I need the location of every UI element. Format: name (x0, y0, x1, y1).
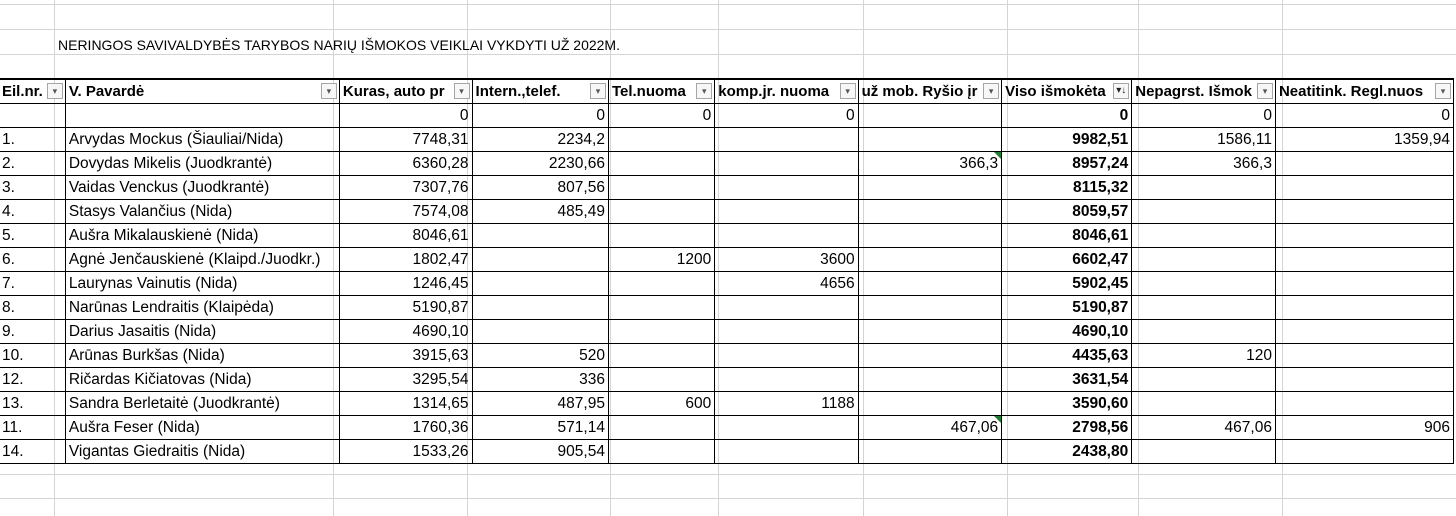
table-cell[interactable] (1132, 392, 1276, 416)
table-cell[interactable] (858, 152, 1002, 176)
table-cell[interactable] (1132, 368, 1276, 392)
table-cell[interactable] (608, 152, 714, 176)
table-cell[interactable]: 520 (472, 344, 608, 368)
column-header[interactable] (65, 79, 339, 104)
table-cell[interactable] (858, 320, 1002, 344)
table-cell[interactable] (715, 224, 858, 248)
column-header-label: Neatitink. Regl.nuos (1278, 83, 1424, 100)
table-cell[interactable] (1275, 248, 1453, 272)
table-cell[interactable] (715, 344, 858, 368)
table-cell[interactable] (715, 416, 858, 440)
table-cell[interactable] (715, 440, 858, 464)
column-header[interactable] (608, 79, 714, 104)
table-cell[interactable] (1275, 440, 1453, 464)
table-row (0, 152, 1454, 176)
column-header[interactable] (1275, 79, 1453, 104)
column-header-label: komp.jr. nuoma (718, 83, 830, 100)
table-cell[interactable]: Arūnas Burkšas (Nida) (65, 344, 339, 368)
table-cell[interactable] (715, 296, 858, 320)
table-cell[interactable]: 8059,57 (1002, 200, 1132, 224)
table-cell[interactable] (608, 272, 714, 296)
table-cell[interactable]: 0 (339, 104, 472, 128)
table-cell[interactable] (715, 368, 858, 392)
table-cell[interactable]: 1586,11 (1132, 128, 1276, 152)
table-cell[interactable] (858, 200, 1002, 224)
cell-value: 467,06 (950, 419, 999, 436)
table-cell[interactable]: 571,14 (472, 416, 608, 440)
filter-dropdown-icon[interactable]: ▾ (590, 83, 606, 99)
column-header-label: Tel.nuoma (611, 83, 686, 100)
table-cell[interactable] (715, 200, 858, 224)
table-cell[interactable] (715, 128, 858, 152)
table-cell[interactable]: 0 (472, 104, 608, 128)
table-cell[interactable]: 7. (0, 272, 65, 296)
table-cell[interactable]: 12. (0, 368, 65, 392)
filter-dropdown-icon[interactable]: ▾ (983, 83, 999, 99)
table-cell[interactable]: 485,49 (472, 200, 608, 224)
table-row (0, 368, 1454, 392)
table-cell[interactable] (608, 200, 714, 224)
table-cell[interactable] (858, 176, 1002, 200)
table-row (0, 416, 1454, 440)
table-cell[interactable]: 6. (0, 248, 65, 272)
table-cell[interactable]: 1802,47 (339, 248, 472, 272)
table-cell[interactable] (1275, 320, 1453, 344)
table-cell[interactable] (1275, 200, 1453, 224)
table-cell[interactable]: 807,56 (472, 176, 608, 200)
table-cell[interactable] (608, 416, 714, 440)
table-cell[interactable] (858, 440, 1002, 464)
table-cell[interactable]: 5. (0, 224, 65, 248)
table-cell[interactable]: 3915,63 (339, 344, 472, 368)
cell-value: 366,3 (959, 155, 999, 172)
table-cell[interactable] (1275, 344, 1453, 368)
table-cell[interactable]: Laurynas Vainutis (Nida) (65, 272, 339, 296)
column-header[interactable] (715, 79, 858, 104)
data-table (0, 78, 1454, 464)
table-cell[interactable] (858, 128, 1002, 152)
table-cell[interactable]: 4656 (715, 272, 858, 296)
table-cell[interactable] (472, 248, 608, 272)
table-cell[interactable]: 3. (0, 176, 65, 200)
table-cell[interactable]: 4690,10 (1002, 320, 1132, 344)
table-cell[interactable]: 906 (1275, 416, 1453, 440)
table-cell[interactable]: 7574,08 (339, 200, 472, 224)
table-cell[interactable] (1275, 152, 1453, 176)
column-header[interactable] (858, 79, 1002, 104)
table-cell[interactable] (472, 296, 608, 320)
table-cell[interactable]: Vaidas Venckus (Juodkrantė) (65, 176, 339, 200)
table-row (0, 176, 1454, 200)
column-header-label: Nepagrst. Išmok (1135, 83, 1252, 100)
table-cell[interactable] (65, 104, 339, 128)
table-cell[interactable] (472, 320, 608, 344)
table-cell[interactable] (715, 176, 858, 200)
table-cell[interactable]: Vigantas Giedraitis (Nida) (65, 440, 339, 464)
table-cell[interactable] (1132, 440, 1276, 464)
filter-dropdown-icon[interactable]: ▾ (1435, 83, 1451, 99)
table-cell[interactable]: 1314,65 (339, 392, 472, 416)
table-cell[interactable]: 8115,32 (1002, 176, 1132, 200)
table-cell[interactable] (608, 224, 714, 248)
table-cell[interactable]: 1. (0, 128, 65, 152)
table-cell[interactable]: 2. (0, 152, 65, 176)
table-cell[interactable]: 4435,63 (1002, 344, 1132, 368)
table-cell[interactable]: Darius Jasaitis (Nida) (65, 320, 339, 344)
table-cell[interactable] (1275, 296, 1453, 320)
table-cell[interactable] (1132, 200, 1276, 224)
table-cell[interactable]: 336 (472, 368, 608, 392)
table-cell[interactable]: 3600 (715, 248, 858, 272)
table-cell[interactable]: 9982,51 (1002, 128, 1132, 152)
table-cell[interactable]: 6602,47 (1002, 248, 1132, 272)
table-cell[interactable] (1275, 224, 1453, 248)
column-header-label: Intern.,telef. (475, 83, 561, 100)
table-cell[interactable] (1275, 176, 1453, 200)
table-cell[interactable]: 1200 (608, 248, 714, 272)
table-cell[interactable]: 2438,80 (1002, 440, 1132, 464)
column-header[interactable] (1002, 79, 1132, 104)
table-row (0, 224, 1454, 248)
table-cell[interactable]: 8046,61 (1002, 224, 1132, 248)
table-cell[interactable]: 8046,61 (339, 224, 472, 248)
table-cell[interactable]: 3590,60 (1002, 392, 1132, 416)
table-row (0, 128, 1454, 152)
table-cell[interactable]: 3631,54 (1002, 368, 1132, 392)
filter-dropdown-icon[interactable]: ▾ (321, 83, 337, 99)
sort-descending-filter-icon[interactable]: ▾↓ (1113, 83, 1129, 99)
table-cell[interactable] (1275, 392, 1453, 416)
table-cell[interactable]: 2230,66 (472, 152, 608, 176)
table-cell[interactable] (858, 248, 1002, 272)
table-cell[interactable]: 0 (1132, 104, 1276, 128)
table-cell[interactable]: 13. (0, 392, 65, 416)
table-cell[interactable] (608, 440, 714, 464)
table-cell[interactable] (0, 104, 65, 128)
table-cell[interactable]: 7307,76 (339, 176, 472, 200)
table-cell[interactable]: 905,54 (472, 440, 608, 464)
sheet-title: NERINGOS SAVIVALDYBĖS TARYBOS NARIŲ IŠMOKOS VEIKLAI VYKDYTI UŽ 2022M. (58, 37, 620, 53)
filter-dropdown-icon[interactable]: ▾ (840, 83, 856, 99)
table-cell[interactable] (1132, 248, 1276, 272)
table-row (0, 392, 1454, 416)
table-cell[interactable] (1275, 368, 1453, 392)
table-cell[interactable]: Stasys Valančius (Nida) (65, 200, 339, 224)
column-header[interactable] (0, 79, 65, 104)
filter-dropdown-icon[interactable]: ▾ (696, 83, 712, 99)
table-row (0, 248, 1454, 272)
table-cell[interactable] (1132, 176, 1276, 200)
table-cell[interactable] (608, 320, 714, 344)
table-cell[interactable] (858, 104, 1002, 128)
table-cell[interactable]: 1760,36 (339, 416, 472, 440)
table-row (0, 296, 1454, 320)
table-cell[interactable]: 2798,56 (1002, 416, 1132, 440)
table-cell[interactable]: 4690,10 (339, 320, 472, 344)
table-cell[interactable]: 5190,87 (1002, 296, 1132, 320)
table-cell[interactable] (608, 128, 714, 152)
error-indicator-icon (994, 416, 1001, 423)
table-cell[interactable]: 0 (1275, 104, 1453, 128)
column-header[interactable] (472, 79, 608, 104)
table-row (0, 344, 1454, 368)
table-cell[interactable]: 9. (0, 320, 65, 344)
table-cell[interactable] (1132, 224, 1276, 248)
table-cell[interactable]: Narūnas Lendraitis (Klaipėda) (65, 296, 339, 320)
table-cell[interactable] (858, 392, 1002, 416)
table-row (0, 272, 1454, 296)
table-cell[interactable]: 2234,2 (472, 128, 608, 152)
table-row (0, 320, 1454, 344)
table-cell[interactable]: 0 (1002, 104, 1132, 128)
table-cell[interactable] (1275, 272, 1453, 296)
table-cell[interactable] (1132, 320, 1276, 344)
table-cell[interactable] (858, 344, 1002, 368)
error-indicator-icon (994, 152, 1001, 159)
table-cell[interactable]: Aušra Feser (Nida) (65, 416, 339, 440)
table-cell[interactable]: 6360,28 (339, 152, 472, 176)
table-cell[interactable]: 366,3 (1132, 152, 1276, 176)
table-cell[interactable]: 14. (0, 440, 65, 464)
table-cell[interactable]: 10. (0, 344, 65, 368)
table-cell[interactable] (858, 416, 1002, 440)
table-cell[interactable] (858, 224, 1002, 248)
table-cell[interactable]: 1188 (715, 392, 858, 416)
column-header[interactable] (339, 79, 472, 104)
table-cell[interactable] (608, 176, 714, 200)
table-cell[interactable]: 8957,24 (1002, 152, 1132, 176)
table-cell[interactable]: 120 (1132, 344, 1276, 368)
table-cell[interactable]: 1246,45 (339, 272, 472, 296)
table-cell[interactable]: Agnė Jenčauskienė (Klaipd./Juodkr.) (65, 248, 339, 272)
column-header-label: Eil.nr. (2, 83, 43, 100)
table-cell[interactable]: 5902,45 (1002, 272, 1132, 296)
filter-dropdown-icon[interactable]: ▾ (1257, 83, 1273, 99)
table-cell[interactable] (715, 320, 858, 344)
table-cell[interactable] (858, 368, 1002, 392)
column-header-label: Viso išmokėta (1005, 83, 1106, 100)
table-cell[interactable] (608, 344, 714, 368)
table-cell[interactable]: 467,06 (1132, 416, 1276, 440)
table-cell[interactable]: 7748,31 (339, 128, 472, 152)
column-header-label: Kuras, auto pr (342, 83, 445, 100)
table-cell[interactable]: 1533,26 (339, 440, 472, 464)
table-cell[interactable] (472, 272, 608, 296)
table-cell[interactable] (858, 272, 1002, 296)
table-cell[interactable]: 600 (608, 392, 714, 416)
table-cell[interactable]: Arvydas Mockus (Šiauliai/Nida) (65, 128, 339, 152)
table-cell[interactable] (1132, 272, 1276, 296)
table-row (0, 200, 1454, 224)
header-row (0, 79, 1454, 104)
table-cell[interactable] (715, 152, 858, 176)
table-cell[interactable] (608, 296, 714, 320)
table-cell[interactable] (1132, 296, 1276, 320)
table-cell[interactable]: 11. (0, 416, 65, 440)
filter-dropdown-icon[interactable]: ▾ (47, 83, 63, 99)
table-cell[interactable] (858, 296, 1002, 320)
table-cell[interactable]: Sandra Berletaitė (Juodkrantė) (65, 392, 339, 416)
table-row (0, 440, 1454, 464)
totals-row (0, 104, 1454, 128)
table-cell[interactable] (472, 224, 608, 248)
table-cell[interactable]: 0 (715, 104, 858, 128)
column-header-label: už mob. Ryšio įr (861, 83, 978, 100)
table-cell[interactable]: 0 (608, 104, 714, 128)
table-cell[interactable]: 487,95 (472, 392, 608, 416)
table-cell[interactable]: Ričardas Kičiatovas (Nida) (65, 368, 339, 392)
filter-dropdown-icon[interactable]: ▾ (454, 83, 470, 99)
column-header-label: V. Pavardė (68, 83, 145, 100)
table-cell[interactable]: 3295,54 (339, 368, 472, 392)
table-cell[interactable]: 5190,87 (339, 296, 472, 320)
table-cell[interactable]: 4. (0, 200, 65, 224)
table-cell[interactable] (608, 368, 714, 392)
table-cell[interactable]: Aušra Mikalauskienė (Nida) (65, 224, 339, 248)
column-header[interactable] (1132, 79, 1276, 104)
table-cell[interactable]: Dovydas Mikelis (Juodkrantė) (65, 152, 339, 176)
table-cell[interactable]: 1359,94 (1275, 128, 1453, 152)
table-cell[interactable]: 8. (0, 296, 65, 320)
